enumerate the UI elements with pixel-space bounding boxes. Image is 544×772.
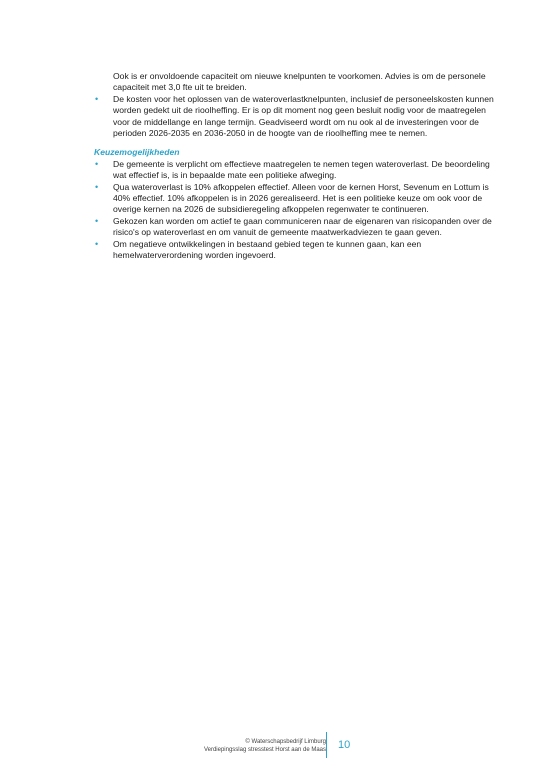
bullet-text: Gekozen kan worden om actief te gaan communiceren naar de eigenaren van risicopanden over de risico's op wateroverlast en om vanuit de gemeente maatwerkadviezen te gaan geven. [113, 215, 492, 238]
footer-text [204, 738, 326, 754]
continued-paragraph: Ook is er onvoldoende capaciteit om nieuwe knelpunten te voorkomen. Advies is om de personele capaciteit met 3,0 fte uit te breiden. [113, 71, 486, 93]
page-footer [150, 738, 360, 760]
bullet-text: Om negatieve ontwikkelingen in bestaand gebied tegen te kunnen gaan, kan een hemelwaterverordening worden ingevoerd. [113, 238, 422, 261]
page-number: 10 [338, 739, 351, 751]
bullet-item [94, 182, 494, 216]
footer-copyright: © Waterschapsbedrijf Limburg [245, 739, 326, 745]
bullet-item [94, 239, 494, 262]
bullet-text: Qua wateroverlast is 10% afkoppelen effectief. Alleen voor de kernen Horst, Sevenum en Lottum is 40% effectief. 10% afkoppelen is in 2026 gerealiseerd. Het is een politieke keuze om ook voor de overige kernen na 2026 de subsidieregeling afkoppelen regenwater te continueren. [113, 181, 489, 215]
footer-divider [326, 732, 327, 758]
bullet-item [94, 216, 494, 239]
bullet-icon: • [95, 238, 99, 249]
bullet-icon: • [95, 158, 99, 169]
bullet-item [94, 94, 494, 140]
bullet-icon: • [95, 215, 99, 226]
section-heading: Keuzemogelijkheden [94, 147, 180, 158]
footer-document-title: Verdiepingsslag stresstest Horst aan de Maas [203, 747, 326, 753]
bullet-icon: • [95, 181, 99, 192]
body-content [94, 71, 494, 262]
bullet-list-top [94, 94, 494, 140]
bullet-list-options [94, 159, 494, 262]
bullet-item [94, 159, 494, 182]
bullet-text: De kosten voor het oplossen van de wateroverlastknelpunten, inclusief de personeelskosten kunnen worden gedekt uit de rioolheffing. Er is op dit moment nog geen besluit nodig voor de maatregelen voor de middellange en lange termijn. Geadviseerd wordt om nu ook al de investeringen voor de perioden 2026-2035 en 2036-2050 in de hoogte van de rioolheffing mee te nemen. [113, 93, 494, 139]
bullet-text: De gemeente is verplicht om effectieve maatregelen te nemen tegen wateroverlast. De beoordeling wat effectief is, is in bepaalde mate een politieke afweging. [113, 158, 490, 181]
bullet-icon: • [95, 93, 99, 104]
